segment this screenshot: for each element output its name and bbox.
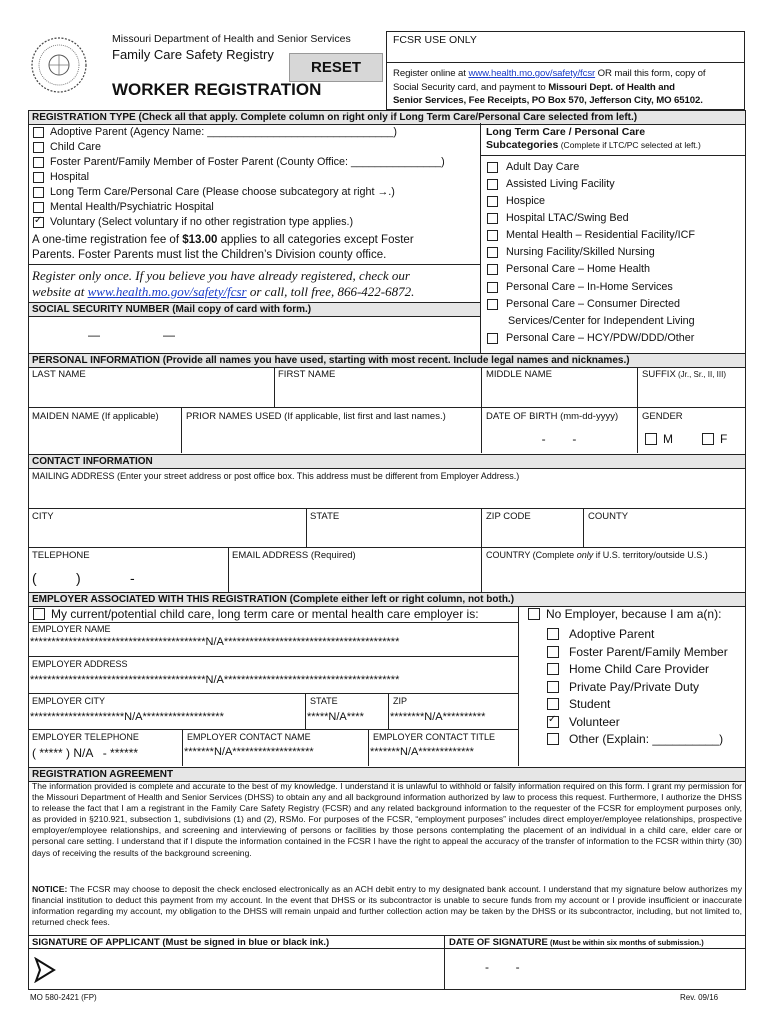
ltc-item-checkbox[interactable] [487,247,498,258]
ltc-item-checkbox[interactable] [487,333,498,344]
no-employer-item-checkbox[interactable] [547,716,559,728]
gender-f-checkbox[interactable] [702,433,714,445]
mailing-address-label: MAILING ADDRESS (Enter your street address or post office box. This address must be different from Employer Address.) [32,471,520,481]
current-employer-label: My current/potential child care, long term care or mental health care employer is: [51,607,479,621]
suffix-input[interactable] [638,367,745,407]
regtype-long-term-care-label: Long Term Care/Personal Care (Please choose subcategory at right →.) [50,186,395,198]
gender-label: GENDER [642,411,683,422]
last-name-label: LAST NAME [32,369,86,380]
ltc-item-label: Hospice [506,195,546,207]
ssn-input[interactable] [28,316,480,352]
regtype-hospital-checkbox[interactable] [33,172,44,183]
regtype-adoptive-parent-checkbox[interactable] [33,127,44,138]
no-employer-item-checkbox[interactable] [547,698,559,710]
employer-state-label: STATE [310,696,338,706]
first-name-input[interactable] [275,367,480,407]
employer-city-input[interactable]: **********************N/A******************* [30,711,224,723]
regtype-voluntary-row[interactable] [33,216,353,228]
register-once-text: Register only once. If you believe you have already registered, check our website at www.health.mo.gov/safety/fcsr or call, toll free, 866-422-6872. [32,268,415,299]
regtype-foster-parent-row[interactable] [33,156,445,168]
ltc-item-checkbox[interactable] [487,162,498,173]
employer-telephone-label: EMPLOYER TELEPHONE [32,732,139,742]
ltc-item-label: Personal Care – HCY/PDW/DDD/Other [506,332,695,344]
ltc-item-checkbox[interactable] [487,264,498,275]
no-employer-item-row[interactable] [547,680,699,694]
employer-address-label: EMPLOYER ADDRESS [32,659,128,669]
suffix-label: SUFFIX (Jr., Sr., II, III) [642,369,727,380]
email-input[interactable] [229,548,480,592]
ltc-item-label: Mental Health – Residential Facility/ICF [506,229,696,241]
date-signature-label: DATE OF SIGNATURE (Must be within six months of submission.) [449,937,704,948]
regtype-long-term-care-checkbox[interactable] [33,187,44,198]
no-employer-item-label: Volunteer [569,714,620,729]
no-employer-item-checkbox[interactable] [547,646,559,658]
regtype-mental-health-label: Mental Health/Psychiatric Hospital [50,201,214,213]
employer-city-label: EMPLOYER CITY [32,696,106,706]
country-input[interactable] [482,562,745,592]
ltc-item-label: Personal Care – In-Home Services [506,281,673,293]
ltc-item-checkbox[interactable] [487,230,498,241]
fee-text: A one-time registration fee of $13.00 applies to all categories except Foster Parents. Foster Parents must list the Children’s Division county office. [32,234,414,261]
regtype-child-care-row[interactable] [33,141,101,153]
middle-name-input[interactable] [482,367,636,407]
ltc-consumer-directed-line2: Services/Center for Independent Living [508,315,695,327]
ltc-item-label: Personal Care – Consumer Directed [506,298,681,310]
signature-field[interactable] [28,949,443,989]
regtype-foster-parent-checkbox[interactable] [33,157,44,168]
gender-m-label: M [663,432,673,446]
agreement-header: REGISTRATION AGREEMENT [28,767,745,782]
zip-label: ZIP CODE [486,511,531,522]
employer-name-input[interactable]: *****************************************N/A***************************************** [30,636,400,648]
signature-date-field[interactable]: - - [485,960,520,974]
employer-title-label: EMPLOYER CONTACT TITLE [373,732,496,742]
county-label: COUNTY [588,511,629,522]
no-employer-item-checkbox[interactable] [547,628,559,640]
form-title: WORKER REGISTRATION [112,80,322,99]
no-employer-item-row[interactable] [547,662,709,676]
ltc-item-row[interactable] [487,332,694,344]
maiden-name-input[interactable] [28,408,180,453]
no-employer-checkbox[interactable] [528,608,540,620]
ltc-item-checkbox[interactable] [487,196,498,207]
gender-m-checkbox[interactable] [645,433,657,445]
regtype-mental-health-checkbox[interactable] [33,202,44,213]
notice-text: NOTICE: The FCSR may choose to deposit the check enclosed electronically as an ACH debit entry to my designated bank account. I understand that my signature below authorizes my financial institution to deduct this payment from my account. In the event that DHSS or its subcontractor is unable to secure funds from my account or I provide insufficient or inaccurate information regarding my account, my obligation to the DHSS will remain unpaid and further collection action may be taken by the DHSS or its subcontractor, including, but not limited to, returned check fees. [32,884,742,928]
employer-state-input[interactable]: *****N/A**** [307,711,364,723]
regtype-long-term-care-row[interactable] [33,186,395,198]
ltc-item-checkbox[interactable] [487,299,498,310]
reset-button[interactable]: RESET [289,53,383,82]
regtype-hospital-label: Hospital [50,171,90,183]
regtype-adoptive-parent-row[interactable] [33,126,397,138]
register-instructions: Register online at www.health.mo.gov/safety/fcsr OR mail this form, copy of Social Security card, and payment to Missouri Dept. of Health and Senior Services, Fee Receipts, PO Box 570, Jefferson City, MO 65102. [393,68,706,106]
ltc-item-label: Personal Care – Home Health [506,263,651,275]
no-employer-item-row[interactable] [547,715,620,729]
sign-here-arrow-icon [34,957,56,983]
first-name-label: FIRST NAME [278,369,336,380]
ltc-item-label: Assisted Living Facility [506,178,615,190]
gender-f-label: F [720,432,728,446]
ltc-item-label: Adult Day Care [506,161,580,173]
ltc-item-row[interactable] [487,229,695,241]
employer-zip-input[interactable]: ********N/A********** [390,711,486,723]
personal-info-header: PERSONAL INFORMATION (Provide all names you have used, starting with most recent. Include legal names and nicknames.) [28,353,745,368]
employer-telephone-input[interactable]: ( ***** ) N/A - ****** [32,746,139,760]
no-employer-item-label: Home Child Care Provider [569,662,710,676]
city-label: CITY [32,511,54,522]
last-name-input[interactable] [28,367,274,407]
ltc-item-row[interactable] [487,246,655,258]
ssn-header: SOCIAL SECURITY NUMBER (Mail copy of card with form.) [28,302,480,317]
ssn-dash-1: — [88,328,100,342]
form-id: MO 580-2421 (FP) [30,993,97,1002]
mailing-address-input[interactable] [28,468,745,508]
ltc-item-row[interactable] [487,281,673,293]
agreement-text: The information provided is complete and accurate to the best of my knowledge. I understand it is unlawful to withhold or falsify information required on this form. I grant my permission for the Missouri Department of Health and Senior Services (DHSS) to obtain any and all background information authorized by law to process this request. Furthermore, I authorize the DHSS to release the fact that I am a registrant in the Family Care Safety Registry (FCSR) and any related background information to the requester of the FCSR for employment purposes only, as provided in §210.921, subsection 1, subdivisions (1) and (2), RSMo. For purposes of the FCSR, “employment purposes” includes direct employer/employee relationships, prospective employer/employee relationships, and screening and interviewing of persons or facilities by those persons contemplating the placement of an individual in a child care, elder care or personal care setting. I understand that if I dispute the information contained in the FCSR I have the right to appeal the accuracy of the transfer of information to the FCSR within thirty (30) days of receiving the results of the background screening. [32,781,742,858]
revision: Rev. 09/16 [680,993,719,1002]
contact-info-header: CONTACT INFORMATION [28,454,745,469]
county-input[interactable] [584,509,745,547]
register-link[interactable]: www.health.mo.gov/safety/fcsr [468,68,596,79]
website-link[interactable]: www.health.mo.gov/safety/fcsr [87,283,247,299]
regtype-child-care-checkbox[interactable] [33,142,44,153]
employer-zip-label: ZIP [393,696,408,706]
regtype-mental-health-row[interactable] [33,201,214,213]
regtype-voluntary-label: Voluntary (Select voluntary if no other registration type applies.) [50,216,354,228]
city-input[interactable] [28,509,305,547]
no-employer-item-checkbox[interactable] [547,663,559,675]
ssn-dash-2: — [163,328,175,342]
ltc-item-row[interactable] [487,263,650,275]
regtype-child-care-label: Child Care [50,141,102,153]
ltc-item-row[interactable] [487,195,545,207]
ltc-item-row[interactable] [487,161,579,173]
regtype-voluntary-checkbox[interactable] [33,217,44,228]
no-employer-item-checkbox[interactable] [547,681,559,693]
state-seal-logo [30,36,88,94]
email-label: EMAIL ADDRESS (Required) [232,550,356,561]
telephone-input[interactable]: ( ) - [32,570,135,586]
ltc-item-row[interactable] [487,298,680,310]
fcsr-use-only-box [386,31,745,110]
no-employer-label: No Employer, because I am a(n): [546,607,722,621]
no-employer-item-label: Other (Explain: __________) [569,732,724,746]
ltc-item-row[interactable] [487,178,615,190]
no-employer-item-label: Foster Parent/Family Member [569,644,728,659]
ltc-item-checkbox[interactable] [487,282,498,293]
middle-name-label: MIDDLE NAME [486,369,552,380]
ltc-item-label: Nursing Facility/Skilled Nursing [506,246,655,258]
state-label: STATE [310,511,340,522]
no-employer-item-label: Private Pay/Private Duty [569,679,700,694]
maiden-name-label: MAIDEN NAME (If applicable) [32,411,159,422]
prior-names-label: PRIOR NAMES USED (If applicable, list first and last names.) [186,411,446,422]
regtype-adoptive-parent-label: Adoptive Parent (Agency Name: _______________________________) [50,126,397,138]
employer-title-input[interactable]: *******N/A************* [370,746,474,758]
current-employer-checkbox[interactable] [33,608,45,620]
dob-input[interactable]: - - [541,432,577,446]
no-employer-item-row[interactable] [547,627,654,641]
no-employer-item-checkbox[interactable] [547,733,559,745]
employer-contact-input[interactable]: *******N/A******************* [184,746,314,758]
employer-name-label: EMPLOYER NAME [32,624,111,634]
zip-input[interactable] [482,509,582,547]
ltc-heading: Long Term Care / Personal Care Subcategories (Complete if LTC/PC selected at left.) [486,126,701,151]
employer-address-input[interactable]: *****************************************N/A***************************************** [30,674,400,686]
employer-contact-label: EMPLOYER CONTACT NAME [187,732,311,742]
ltc-item-checkbox[interactable] [487,213,498,224]
ltc-item-row[interactable] [487,212,629,224]
registry-name: Family Care Safety Registry [112,47,274,62]
dept-name: Missouri Department of Health and Senior Services [112,33,351,45]
fcsr-use-only-label: FCSR USE ONLY [393,34,477,46]
no-employer-item-label: Student [569,697,611,711]
country-label: COUNTRY (Complete only if U.S. territory/outside U.S.) [486,550,708,560]
telephone-label: TELEPHONE [32,550,90,561]
prior-names-input[interactable] [182,408,480,453]
no-employer-item-row[interactable] [547,645,728,659]
regtype-hospital-row[interactable] [33,171,89,183]
no-employer-item-row[interactable] [547,697,610,711]
dob-label: DATE OF BIRTH (mm-dd-yyyy) [486,411,619,422]
signature-label: SIGNATURE OF APPLICANT (Must be signed in blue or black ink.) [32,937,330,948]
no-employer-item-row[interactable] [547,732,723,746]
ltc-item-checkbox[interactable] [487,179,498,190]
ltc-item-label: Hospital LTAC/Swing Bed [506,212,629,224]
registration-type-header: REGISTRATION TYPE (Check all that apply. Complete column on right only if Long Term Care/Personal Care selected from left.) [28,110,745,125]
employer-header: EMPLOYER ASSOCIATED WITH THIS REGISTRATION (Complete either left or right column, not both.) [28,592,745,607]
regtype-foster-parent-label: Foster Parent/Family Member of Foster Parent (County Office: _______________) [50,156,445,168]
no-employer-item-label: Adoptive Parent [569,627,655,641]
state-input[interactable] [307,509,480,547]
